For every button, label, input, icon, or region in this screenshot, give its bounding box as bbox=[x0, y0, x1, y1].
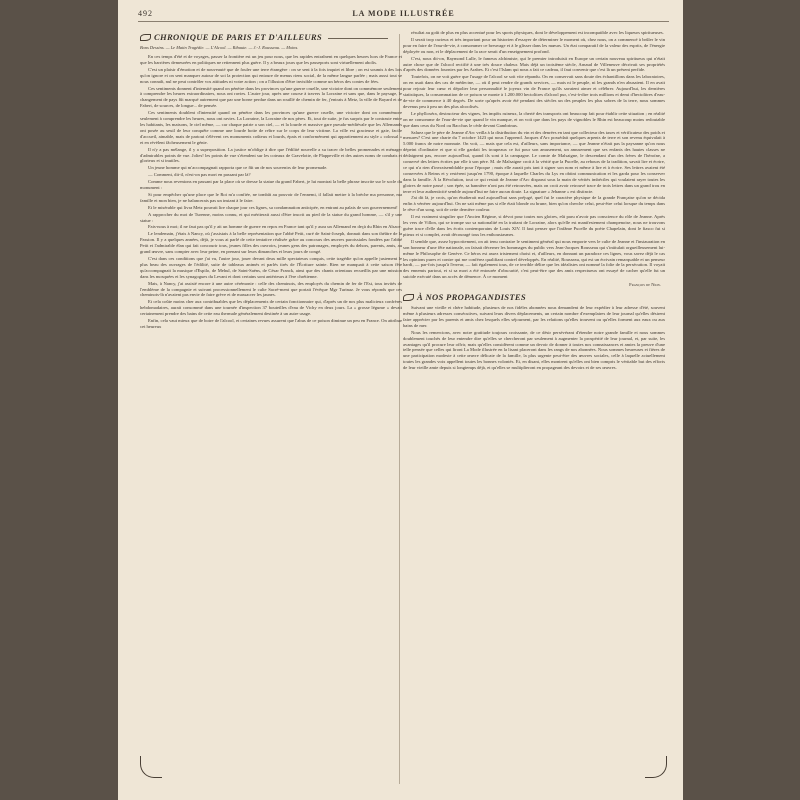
paragraph: Un jeune homme qui m'accompagnait rapporta que ce fût un de nos souvenirs de leur promenade. bbox=[148, 165, 328, 171]
paragraph: C'est, nous dit-on, Raymond Lulle, le fameux alchimiste, qui le premier introduisit en Europe un certain nouveau spiritueux qui n'était autre chose que de l'alcool rectifié à une très douce chaleur. Mais déjà un troisième siècle, Arnaud de Villeneuve décrivait ses propriétés d'après des données fournies par les Arabes. Et c'est l'Islam qui nous a fait ce cadeau, il faut convenir que c'est là un présent perfide. bbox=[403, 55, 665, 73]
chronicle-body bbox=[140, 54, 402, 330]
author-signature: François de Nion. bbox=[629, 282, 661, 288]
paragraph: Suivant une vieille et chère habitude, plusieurs de nos fidèles abonnées nous demandent de leur expédier à leur adresse d'été, souvent même à plusieurs adresses consécutives, suivant leurs divers déplacements, un certain nombre d'exemplaires de leur journal qu'elles désirent faire apprécier par les parents et amis chez lesquels elles séjournent, par les relations qu'elles trouvent ou qu'elles forment aux eaux ou aux bains de mer. bbox=[403, 305, 665, 328]
page-number: 492 bbox=[138, 9, 153, 18]
paragraph: En ces temps d'été et de voyages, passer la frontière est un jeu pour nous, que les rapides entraînent en quelques heures hors de France et que les barrières demeurées en politiques ne retiennent plus guère. Il y a beaux jours que les passeports sont virtuellement abolis. bbox=[140, 54, 402, 65]
paragraph: Il est vraiment singulier que l'Ancien Régime, si dévot pour toutes nos gloires, eût paru n'avoir pas conscience du rôle de Jeanne. Après les vers de Villon, qui se trompe sur sa nationalité en la traitant de Lorraine, alors qu'elle est manifestement champenoise, nous ne trouvons guère trace d'elle dans les écrits contemporains de Louis XIV. Il faut penser que l'infâme Pucelle du poète Chapelain, dont le fiasco fut si piteux et si complet, avait découragé tous les enthousiasmes. bbox=[403, 214, 665, 237]
chronicle-continuation bbox=[403, 30, 665, 280]
ornament-icon bbox=[403, 294, 414, 301]
paragraph: Comme nous revenions en passant par la place où se dresse la statue du grand Fabert, je lui montrai la belle phrase inscrite sur le socle du monument : bbox=[140, 179, 402, 191]
paragraph: Et le misérable qui livra Metz pouvait lire chaque jour ces lignes, sa condamnation anticipée, en entrant au palais de son gouvernement! bbox=[148, 204, 398, 210]
heading-rule bbox=[328, 38, 388, 39]
paragraph: Toutefois, on ne voit guère que l'usage de l'alcool se soit vite répandu. On en conservait sans doute des échantillons dans les laboratoires, on en usait dans des cas de médecine, — où il peut rendre de grands services, — mais ni le peuple, ni les grands n'en abusaient. Il en avait pour rejouir leur cœur et dépolier leur personnalité le joyeux vin de France qu'ils savaient aimer et célébrer. Aujourd'hui, les dernières statistiques, la consommation de ce poison se monte à 1.200.000 hectolitres d'alcool pur, c'est-à-dire trois millions et demi d'hectolitres d'eau-de-vie de commerce à 40 degrés. De sorte qu'après avoir été pendant des siècles un des peuples les plus sobres de la terre, nous sommes devenus peu à peu un des plus alcoolisés. bbox=[403, 74, 665, 109]
ornament-icon bbox=[140, 34, 151, 41]
paragraph: Nous les remercions, avec notre gratitude toujours croissante, de ce désir persévérant d'étendre notre grande famille et nous sommes doublement touchés de leur entendre dire qu'elles se chercheront par seulement à augmenter la prospérité de leur journal, et, par suite, les avantages qu'il procure leur offrir, mais qu'elles considèrent comme un devoir de donner à toutes nos connaissances et amies la preuve d'une telle pensée que celles qui liront La Mode illustrée en la lisant placeront dans les rangs de nos abonnées. Nous sommes heureuses et fières de une participation modeste à cette œuvre délicate de la famille, la plus urgente peut-être des œuvres sociales, celle à laquelle actuellement toutes les grandes voix appellent toutes les bonnes volontés. Et, en disant, elles montrent qu'elles ont bien compris le véritable but des efforts de leur vieille amie depuis si longtemps déjà, et qu'elles se multiplieront en propageant des devoirs et de ses œuvres. bbox=[403, 329, 665, 371]
chronicle-heading bbox=[140, 32, 402, 43]
paragraph: J'ai dit là, je crois, qu'on étudierait mal aujourd'hui sans préjugé, quel fut le caractère physique de la grande Française qu'on se décida enfin à vénérer aujourd'hui. On ne sait même pas si elle était blonde ou brune, bien qu'on cherche celui, peut-être celui lorsque du temps dans le rêve d'un song, soit de cette dernière couleur. bbox=[403, 195, 665, 213]
paragraph: Enfin, cela vaut mieux que de boire de l'alcool, et certaines revues assurent que l'abus de ce poison diminue un peu en France. On attribue cet heureux bbox=[140, 318, 402, 329]
propagandists-body bbox=[403, 305, 665, 371]
paragraph: Le lendemain, j'étais à Nancy, où j'assistais à la belle représentation que l'abbé Petit, curé de Saint-Joseph, donnait dans son théâtre de la Passion. Il y a quelques années, déjà, je vous ai parlé de cette tentative réalisée grâce au concours des œuvres paroissiales fondées par l'abbé Petit et l'admirable élan qui fait concourir tous, jeunes filles des ouvroirs, jeunes gens des patronages, employés du dehors, parents, amis, au grand œuvre, sans compter avec leur peine, en prenant sur leurs dimanches et leurs jours de congé. bbox=[140, 231, 402, 255]
paragraph: Il semble que, assez hypocritement, on ait tenu contraire le sentiment général qui nous emporte vers le culte de Jeanne et l'instauration en son honneur d'une fête nationale, on faisait décerner les hommages du public vers Jean-Jacques Rousseau qui s'intitulait orgueilleusement lui-même le Philosophe de Genève. Ce héros est assez tristement choisi et, d'ailleurs, en donnant un paradoxe ces lignes, vous savez déjà le cas les opinions pures et contre qui me conférez qualifiant contrel développés. En réalité, Rousseau, qui est un écrivain remarquable et un penseur hardi, — par-fois jusqu'à l'erreur, — fait également tous, de ce terrible délire que les idéalistes ont nommé la folie de la persécution. Il voyait des ennemis partout, et si sa mort a été entourée d'obscurité, c'est peut-être que des amis respectueux ont essayé de cacher qu'elle fut un suicide exécuté dans un accès de démence. À ce moment bbox=[403, 238, 665, 280]
propagandists-title: À NOS PROPAGANDISTES bbox=[417, 292, 526, 303]
paragraph: Il n'y a pas mélange, il y a superposition. La justice m'oblige à dire que l'édilité nouvelle a su tracer de belles promenades et ménager d'admirables points de vue. Jolies! les points de vue s'étendent sur les coteaux de Gravelotte, de Plappeville et des autres noms de combats et glorieux et si inutiles. bbox=[140, 146, 402, 164]
chronicle-title: CHRONIQUE DE PARIS ET D'AILLEURS bbox=[154, 32, 322, 42]
paragraph: Le phylloxéra, destructeur des vignes, les impôts ruineux, la cherté des transports ont beaucoup fait pour établir cette situation ; en réalité on ne consomme de l'eau-de-vie que quand le vin manque, et on voit que dans les pays de vignobles le Rhin est beaucoup moins redoutable que dans ceux du Nord ou Bacchus le cède devant Gambrinus. bbox=[403, 110, 665, 128]
chronicle-subhead: Bons Dessins. — Le Matin Tragédie. — L'Alcool. — Ribaute. — J.-J. Rousseau. — Moins. bbox=[140, 45, 299, 50]
paragraph: — Comment, dit-il, n'est-on pas mort en passant par là? bbox=[148, 172, 251, 178]
paragraph: résultat au goût de plus en plus accentué pour les sports physiques, dont le développement est incompatible avec les liqueurs spiritueuses. bbox=[411, 30, 664, 35]
paragraph: A rapprocher du mot de Turenne, moins connu, et qui mériterait aussi d'être inscrit au pied de la statue du grand homme, — s'il y une statue : bbox=[140, 211, 402, 223]
right-column bbox=[403, 30, 665, 790]
paragraph: C'est dans ces conditions que j'ai vu, l'autre jour, jouer devant deux mille spectateurs conquis, cette tragédie qu'on appelle justement le plus beau des ouvrages de l'édilité, suite de tableaux animés et parlés tirés de l'Écriture sainte. Rien ne manquait à cette saison fête qu'accompagnait la musique d'Espilo, de Mehul, de Saint-Saëns, de César Franck, ainsi que des chants orientaux recueillis par une mission dans les mosquées et les synagogues du Levant et dont certains sont antérieurs à l'ère chrétienne. bbox=[140, 256, 402, 279]
publication-title: LA MODE ILLUSTRÉE bbox=[352, 9, 455, 18]
paragraph: Ces sentiments donnent d'intensité quand on pénètre dans les provinces qu'une guerre cruelle, une victoire dont on commémore seulement à comprendre les heures extraordinaires, nous ont ravies. L'autre jour, après une course à travers la Lorraine et sans que, dans le paysage, le changement de pays fût marqué autrement que par une borne perdue dans un rouillé de chemin de fer, j'entrais à Metz, la ville de Bayard et de Fabert, de sources, de longue... de pensée. bbox=[140, 85, 402, 109]
paragraph: Saluez que le père de Jeanne d'Arc veilla à la distribution du vin et des denrées en tant que collecteur des taxes et vérificateur des poids et mesures? C'est une charte du 7 octobre 1423 qui nous l'apprend. Jacques d'Arc possédait quelques arpents de terre et son revenu équivalait à 5.000 francs de notre monnaie. On voit, — mais que cela est, d'ailleurs, sans importance, — que Jeanne n'était pas la paysanne qu'on nous dépeint d'ordinaire et que si elle gardait les troupeaux ce fut pour son amusement, un amusement que ses enfants des hautes classes ne dédaignent pas, encore aujourd'hui, quand ils sont à la campagne. Le comte de Malsaigne, le descendant d'un des frères de l'héroïne, a conservé des lettres écrites par elle à son père. M. de Malsaigne croit à la vérité que la Pucelle, au rebours de la tradition, savait lire et écrire, ce qui n'a rien d'invraisemblable pour l'époque ; mais elle aurait pris tant à signer son nom et même à lire et à écrire. Ses lettres avaient été conservées à Reims et y restèrent jusqu'en 1790, époque à laquelle Charles du Lys en obtint communication et les garda pour les conserver dans la famille. À la Révolution, tout ce qui restait de Jeanne d'Arc disparut sous la main de vérités imbéciles qui voulaient rayer toutes les gloires de notre passé ; son épée, sa bannière n'ont pas été retrouvées, mais on croit avoir retrouvé trace de trois lettres dans un grand trou en terre et leur authenticité semble aujourd'hui ne faire aucun doute. La signature « Jehanne » est distincte. bbox=[403, 129, 665, 194]
paragraph: Si pour empêcher qu'une place que le Roi m'a confiée, ne tombât au pouvoir de l'ennemi, il fallait mettre à la brèche ma personne, ma famille et mon bien, je ne balancerais pas un instant à le faire. bbox=[140, 191, 402, 203]
paragraph: C'est un plaisir d'émotion et de nouveauté que de fouler une terre étrangère : on se sent à la fois inquiet et libre ; on est soumis à des lois qu'on ignore et on sent manquer autour de soi la protection qui entoure de menus riens social, de la même langue parlée ; mais aussi tout se nous connaît, nul ne peut contrôler vos attitudes ni votre action ; on a l'illusion d'être invisible comme un héros des contes de fées. bbox=[140, 66, 402, 84]
paragraph: Il serait trop curieux et très important pour un historien d'essayer de déterminer le moment où, chez nous, on a commencé à brûler le vin pour en faire de l'eau-de-vie, à consommer ce breuvage et à le glisser dans les mœurs. Un état comparatif de la valeur des esprits, de l'énergie déployée ou non, et le déplacement de la race serait d'un enseignement profond. bbox=[403, 36, 665, 54]
page-header bbox=[138, 8, 669, 22]
newspaper-page bbox=[118, 0, 683, 800]
left-column bbox=[140, 30, 402, 790]
paragraph: Mais, à Nancy, j'ai assisté encore à une autre cérémonie : celle des cheminots, des employés du chemin de fer de l'Est, tous invités de l'emblème de la compagnie et suivant processionnellement le culte Sacré-ment que portait l'évêque Mgr Turinaz. Je vous réponds que ces cheminots-là n'avaient pas envie de faire grève et de massacrer les jaunes. bbox=[140, 280, 402, 298]
propagandists-heading bbox=[403, 292, 665, 303]
paragraph: Et cela coûte moins cher aux contribuables que les déplacements de certain fonctionnaire qui, d'après un de nos plus malicieux confrères hebdomadaires, aurait consommé dans une tournée d'inspection 37 bouteilles d'eau de Vichy en deux jours. La « grosse légume » devait certainement prendre des bains de cette eau thermale généralement destinée à un autre usage. bbox=[140, 299, 402, 317]
paragraph: Fais-nous à moi; il ne faut pas qu'il y ait un homme de guerre en repos en France tant qu'il y aura un Allemand en deçà du Rhin en Alsace. bbox=[148, 224, 402, 230]
paragraph: Ces sentiments doublent d'intensité quand on pénètre dans les provinces qu'une guerre cruelle, une victoire dont on commémore seulement à comprendre les heures, nous ont ravies. La Lorraine, la Lorraine de nos pères. Et, tout de suite, je fus surpris par le contraste entre les habitants, les maisons, le ciel même, — car chaque patrie a son ciel, — et la lourde et massive gare pseudo-médiévale que les Allemands ont posée au seuil de leur conquête comme une lourde botte de reître sur le corps de leur victime. La ville est gracieuse et gaie, facile d'accueil, aimable, mais de partout s'élèvent ces monuments coûteux et lourds, épais et conformément qui appartiennent au style « colossal » et en révèlent fâcheusement le génie. bbox=[140, 110, 402, 145]
